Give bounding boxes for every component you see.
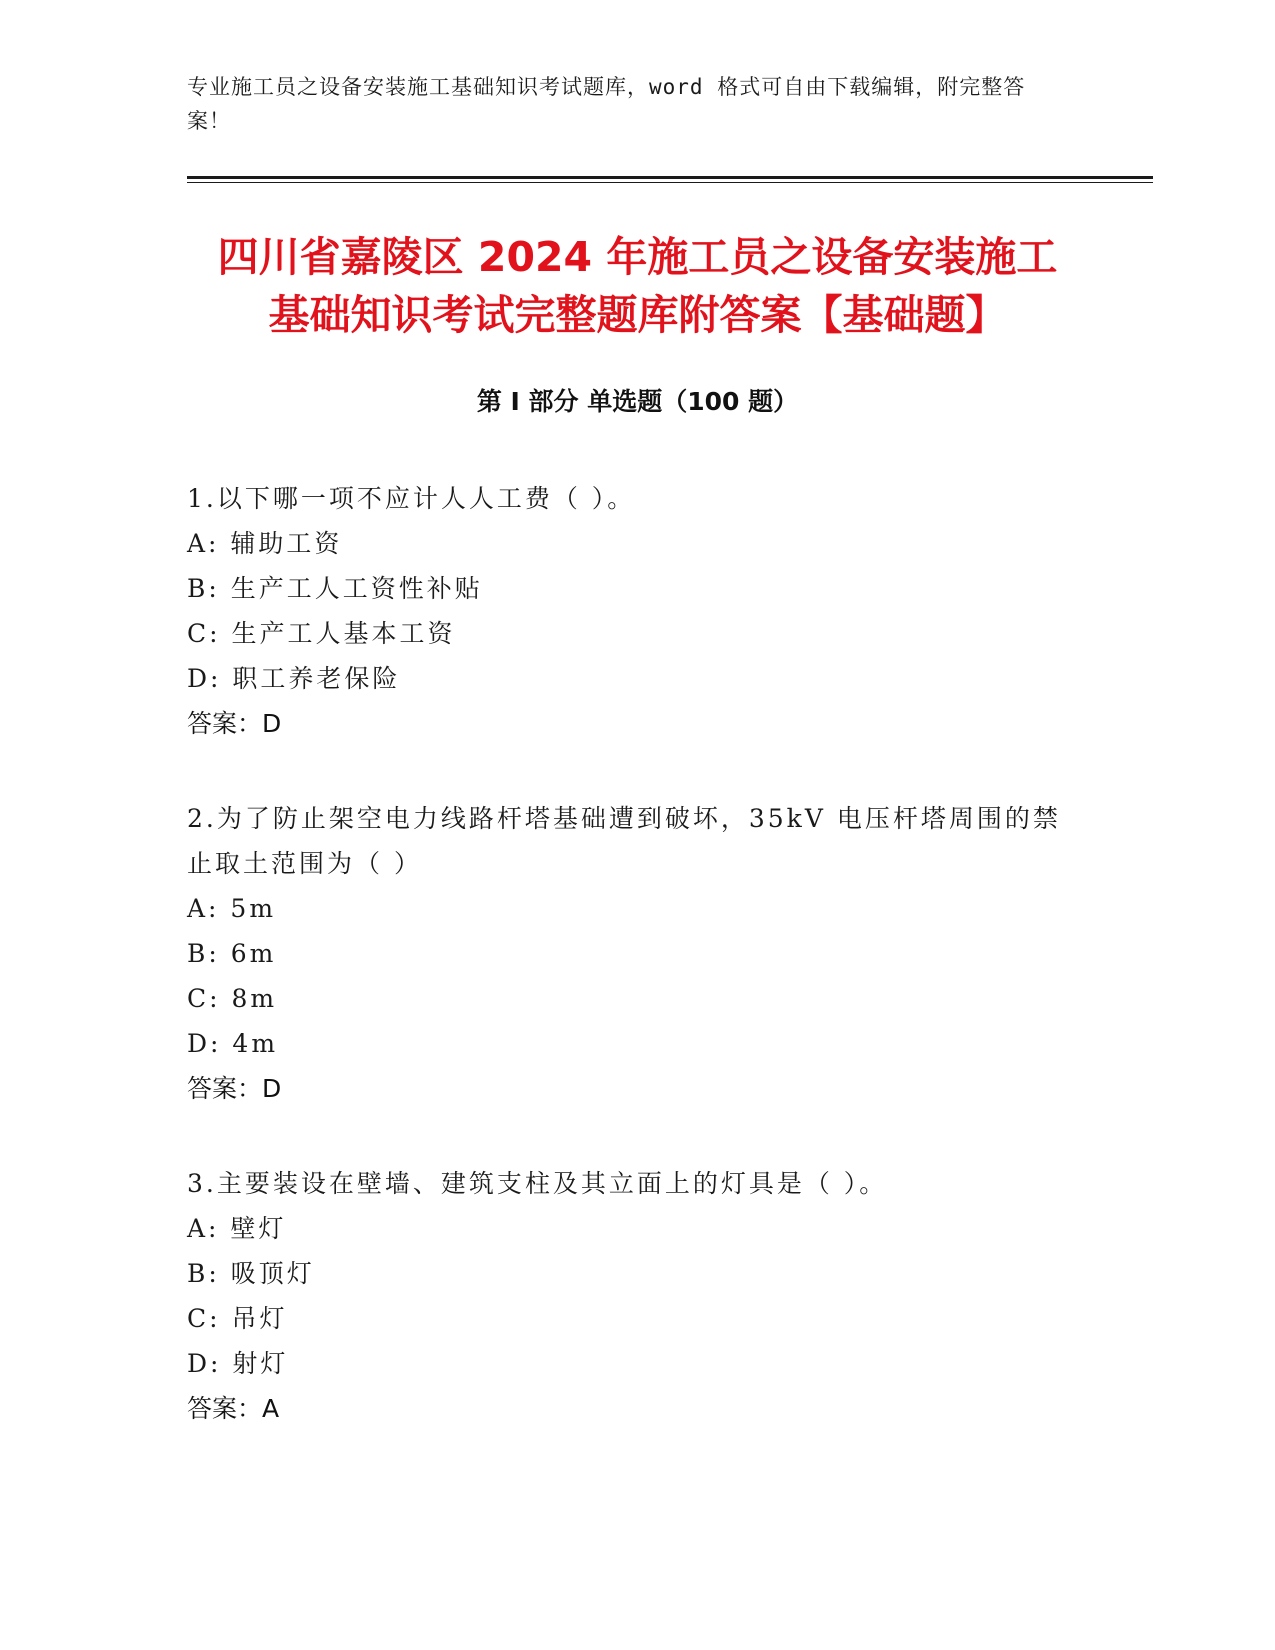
- option-b: B: 6m: [187, 939, 277, 968]
- header-rule-thick: [187, 176, 1153, 179]
- option-a: A: 辅助工资: [187, 529, 343, 558]
- question-stem: 1.以下哪一项不应计人人工费（ ）。: [187, 484, 636, 513]
- answer: 答案：D: [187, 1074, 282, 1103]
- option-b: B: 吸顶灯: [187, 1259, 315, 1288]
- option-d: D: 射灯: [187, 1349, 289, 1378]
- option-c: C: 8m: [187, 984, 278, 1013]
- question-stem: 2.为了防止架空电力线路杆塔基础遭到破坏，35kV 电压杆塔周围的禁止取土范围为（ ）: [187, 804, 1061, 878]
- option-a: A: 5m: [187, 894, 277, 923]
- option-d: D: 职工养老保险: [187, 664, 401, 693]
- page-header-text: 专业施工员之设备安装施工基础知识考试题库，word 格式可自由下载编辑，附完整答案！: [187, 75, 1026, 133]
- question-stem: 3.主要装设在壁墙、建筑支柱及其立面上的灯具是（ ）。: [187, 1169, 888, 1198]
- option-c: C: 生产工人基本工资: [187, 619, 456, 648]
- document-title: [140, 228, 1135, 344]
- question-list: [187, 476, 1087, 1481]
- document-title-line-1: 四川省嘉陵区 2024 年施工员之设备安装施工: [217, 233, 1058, 281]
- answer: 答案：A: [187, 1394, 280, 1423]
- section-title: 第 I 部分 单选题（100 题）: [476, 387, 799, 416]
- option-c: C: 吊灯: [187, 1304, 288, 1333]
- option-a: A: 壁灯: [187, 1214, 287, 1243]
- option-d: D: 4m: [187, 1029, 279, 1058]
- question-3: [187, 1161, 1087, 1431]
- document-title-line-2: 基础知识考试完整题库附答案【基础题】: [268, 291, 1007, 339]
- question-1: [187, 476, 1087, 746]
- question-2: [187, 796, 1087, 1111]
- header-rule-thin: [187, 182, 1153, 183]
- option-b: B: 生产工人工资性补贴: [187, 574, 483, 603]
- answer: 答案：D: [187, 709, 282, 738]
